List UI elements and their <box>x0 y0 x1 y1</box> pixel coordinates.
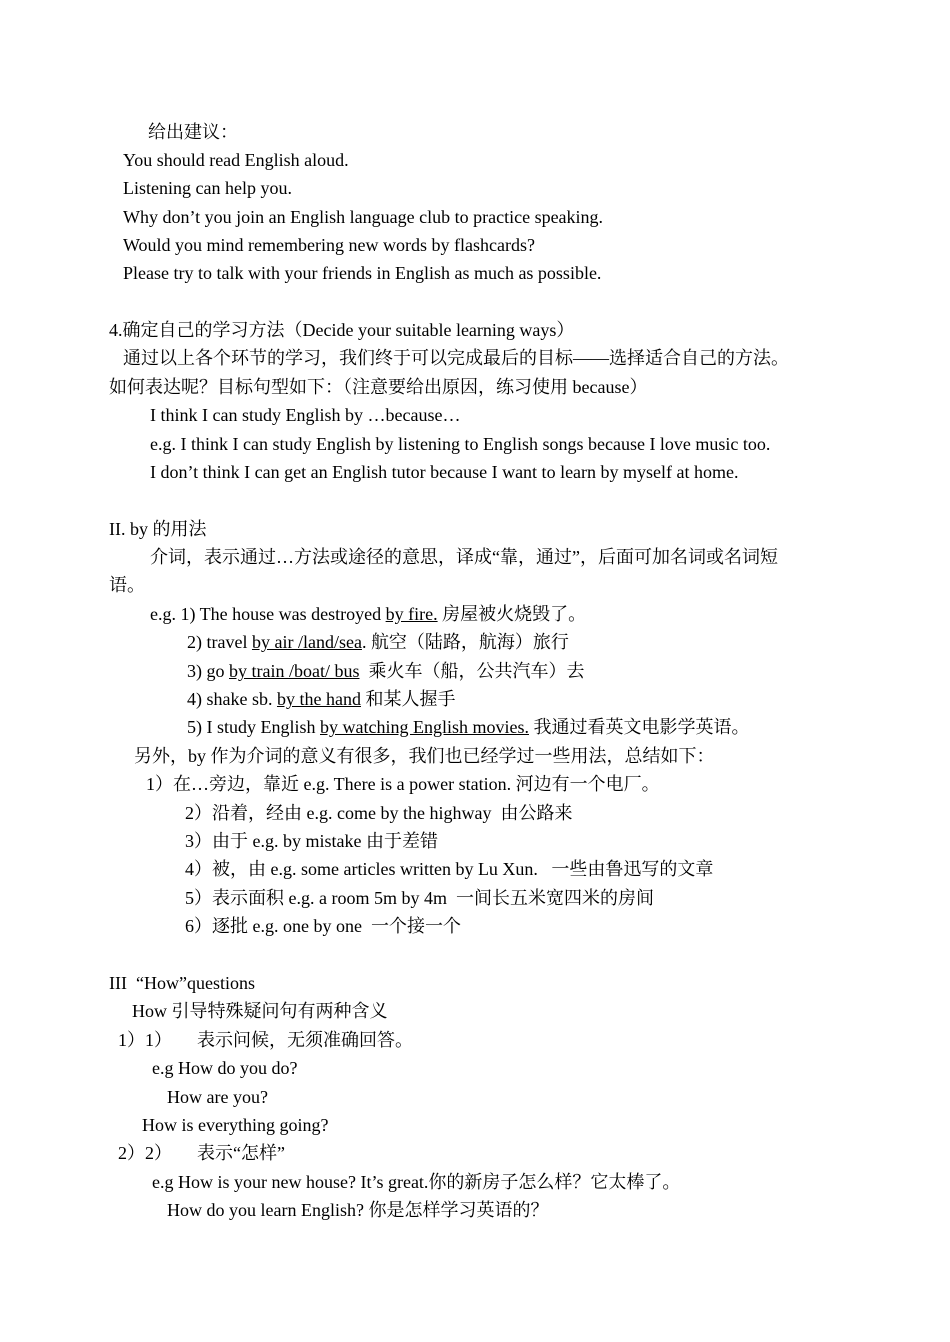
example-text: 3) go <box>187 661 229 681</box>
how-example: How is everything going? <box>142 1115 329 1135</box>
by-example <box>187 688 455 710</box>
how-example: How do you learn English? 你是怎样学习英语的？ <box>167 1200 549 1220</box>
how-example: How are you? <box>167 1087 268 1107</box>
advice-line: Why don’t you join an English language club to practice speaking. <box>123 207 604 227</box>
example-text: e.g. 1) The house was destroyed <box>150 604 386 624</box>
section-4-intro: 通过以上各个环节的学习，我们终于可以完成最后的目标——选择适合自己的方法。 <box>123 348 789 368</box>
target-pattern: I think I can study English by …because… <box>150 405 461 425</box>
by-usage: 2）沿着，经由 e.g. come by the highway 由公路来 <box>185 803 573 823</box>
section-2-desc: 介词，表示通过…方法或途径的意思，译成“靠，通过”，后面可加名词或名词短 <box>150 547 778 567</box>
by-example <box>187 631 569 653</box>
section-3-intro: How 引导特殊疑问句有两种含义 <box>132 1001 388 1021</box>
section-2-summary: 另外，by 作为介词的意义有很多，我们也已经学过一些用法，总结如下： <box>134 746 715 766</box>
by-example <box>187 660 584 682</box>
section-2-desc: 语。 <box>109 575 145 595</box>
by-usage: 3）由于 e.g. by mistake 由于差错 <box>185 831 438 851</box>
example-text: 4) shake sb. <box>187 689 277 709</box>
by-usage: 4）被，由 e.g. some articles written by Lu Xun. 一些由鲁迅写的文章 <box>185 859 714 879</box>
example-text: 5) I study English <box>187 717 320 737</box>
example-phrase: by air /land/sea <box>251 632 362 652</box>
how-meaning-2-label: 2）2） <box>118 1143 172 1163</box>
example-text: . 航空（陆路，航海）旅行 <box>361 632 569 652</box>
by-example <box>187 716 749 738</box>
example-phrase: by fire. <box>385 604 438 624</box>
example-text: 2) travel <box>187 632 252 652</box>
how-meaning-2-text: 表示“怎样” <box>197 1143 285 1163</box>
advice-line: Please try to talk with your friends in English as much as possible. <box>123 263 602 283</box>
how-example: e.g How do you do? <box>152 1058 298 1078</box>
example-text: 乘火车（船，公共汽车）去 <box>359 661 585 681</box>
by-usage: 1）在…旁边，靠近 e.g. There is a power station. 河边有一个电厂。 <box>146 774 660 794</box>
by-example <box>150 603 586 625</box>
section-3-title: III “How”questions <box>109 973 255 993</box>
how-example: e.g How is your new house? It’s great.你的新房子怎么样？它太棒了。 <box>152 1172 681 1192</box>
example-phrase: by watching English movies. <box>320 717 529 737</box>
how-meaning-1-text: 表示问候，无须准确回答。 <box>197 1030 413 1050</box>
example-text: 我通过看英文电影学英语。 <box>528 717 750 737</box>
advice-line: You should read English aloud. <box>123 150 349 170</box>
advice-line: Would you mind remembering new words by flashcards? <box>123 235 535 255</box>
section-2-title: II. by 的用法 <box>109 519 207 539</box>
example-sentence: e.g. I think I can study English by listening to English songs because I love music too. <box>150 434 771 454</box>
advice-line: Listening can help you. <box>123 178 292 198</box>
example-phrase: by the hand <box>276 689 361 709</box>
section-4-intro: 如何表达呢？目标句型如下：（注意要给出原因，练习使用 because） <box>109 377 648 397</box>
advice-heading: 给出建议： <box>148 122 238 142</box>
by-usage: 6）逐批 e.g. one by one 一个接一个 <box>185 916 461 936</box>
example-text: 和某人握手 <box>360 689 456 709</box>
how-meaning-1-label: 1）1） <box>118 1030 172 1050</box>
example-phrase: by train /boat/ bus <box>229 661 360 681</box>
example-sentence: I don’t think I can get an English tutor because I want to learn by myself at home. <box>150 462 739 482</box>
by-usage: 5）表示面积 e.g. a room 5m by 4m 一间长五米宽四米的房间 <box>185 888 654 908</box>
example-text: 房屋被火烧毁了。 <box>437 604 587 624</box>
section-4-title: 4.确定自己的学习方法（Decide your suitable learning ways） <box>109 320 575 340</box>
